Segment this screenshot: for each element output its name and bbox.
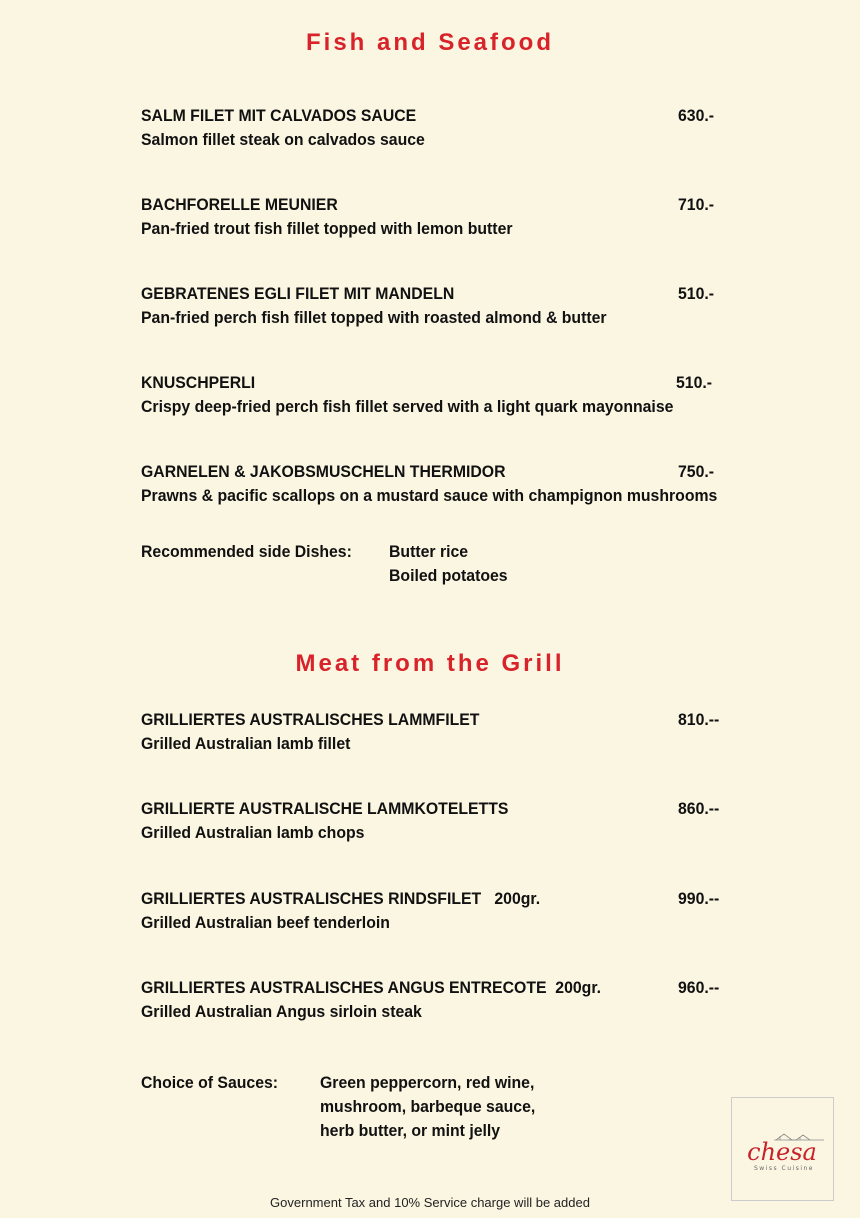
menu-item-price: 750.- [678,462,715,481]
menu-item-name: GARNELEN & JAKOBSMUSCHELN THERMIDOR [141,462,506,481]
menu-item-price: 960.-- [678,978,720,997]
menu-item-price: 990.-- [678,889,720,908]
logo-graphic [732,1098,833,1200]
chesa-logo [731,1097,834,1201]
menu-item-name: GRILLIERTES AUSTRALISCHES LAMMFILET [141,710,480,729]
menu-item-name: BACHFORELLE MEUNIER [141,195,338,214]
side-dishes-label: Recommended side Dishes: [141,542,352,561]
section-title-meat: Meat from the Grill [295,650,565,677]
menu-item-name: SALM FILET MIT CALVADOS SAUCE [141,106,417,125]
menu-item-description: Pan-fried trout fish fillet topped with lemon butter [141,219,513,238]
menu-item-description: Grilled Australian lamb chops [141,823,365,842]
sauce-line: mushroom, barbeque sauce, [320,1097,536,1116]
menu-item-price: 630.- [678,106,715,125]
menu-item-price: 810.-- [678,710,720,729]
footer-note: Government Tax and 10% Service charge will be added [270,1195,590,1210]
menu-item-price: 710.- [678,195,715,214]
sauce-line: Green peppercorn, red wine, [320,1073,535,1092]
menu-item-description: Pan-fried perch fish fillet topped with roasted almond & butter [141,308,607,327]
menu-item-description: Salmon fillet steak on calvados sauce [141,130,425,149]
logo-wordmark: chesa [747,1138,817,1166]
menu-item-description: Grilled Australian beef tenderloin [141,913,390,932]
side-dish-item: Boiled potatoes [389,566,508,585]
menu-item-price: 510.- [678,284,715,303]
side-dish-item: Butter rice [389,542,469,561]
menu-item-name: GRILLIERTES AUSTRALISCHES RINDSFILET 200gr. [141,889,541,908]
logo-tagline: Swiss Cuisine [754,1165,814,1172]
menu-item-description: Prawns & pacific scallops on a mustard sauce with champignon mushrooms [141,486,718,505]
menu-item-price: 860.-- [678,799,720,818]
menu-item-description: Grilled Australian Angus sirloin steak [141,1002,422,1021]
section-title-fish: Fish and Seafood [305,29,554,56]
menu-item-name: KNUSCHPERLI [141,373,256,392]
menu-item-name: GRILLIERTE AUSTRALISCHE LAMMKOTELETTS [141,799,509,818]
sauces-label: Choice of Sauces: [141,1073,279,1092]
menu-item-name: GEBRATENES EGLI FILET MIT MANDELN [141,284,455,303]
menu-item-description: Grilled Australian lamb fillet [141,734,351,753]
menu-item-name: GRILLIERTES AUSTRALISCHES ANGUS ENTRECOTE 200gr. [141,978,602,997]
sauce-line: herb butter, or mint jelly [320,1121,501,1140]
menu-item-description: Crispy deep-fried perch fish fillet served with a light quark mayonnaise [141,397,674,416]
menu-item-price: 510.- [676,373,713,392]
